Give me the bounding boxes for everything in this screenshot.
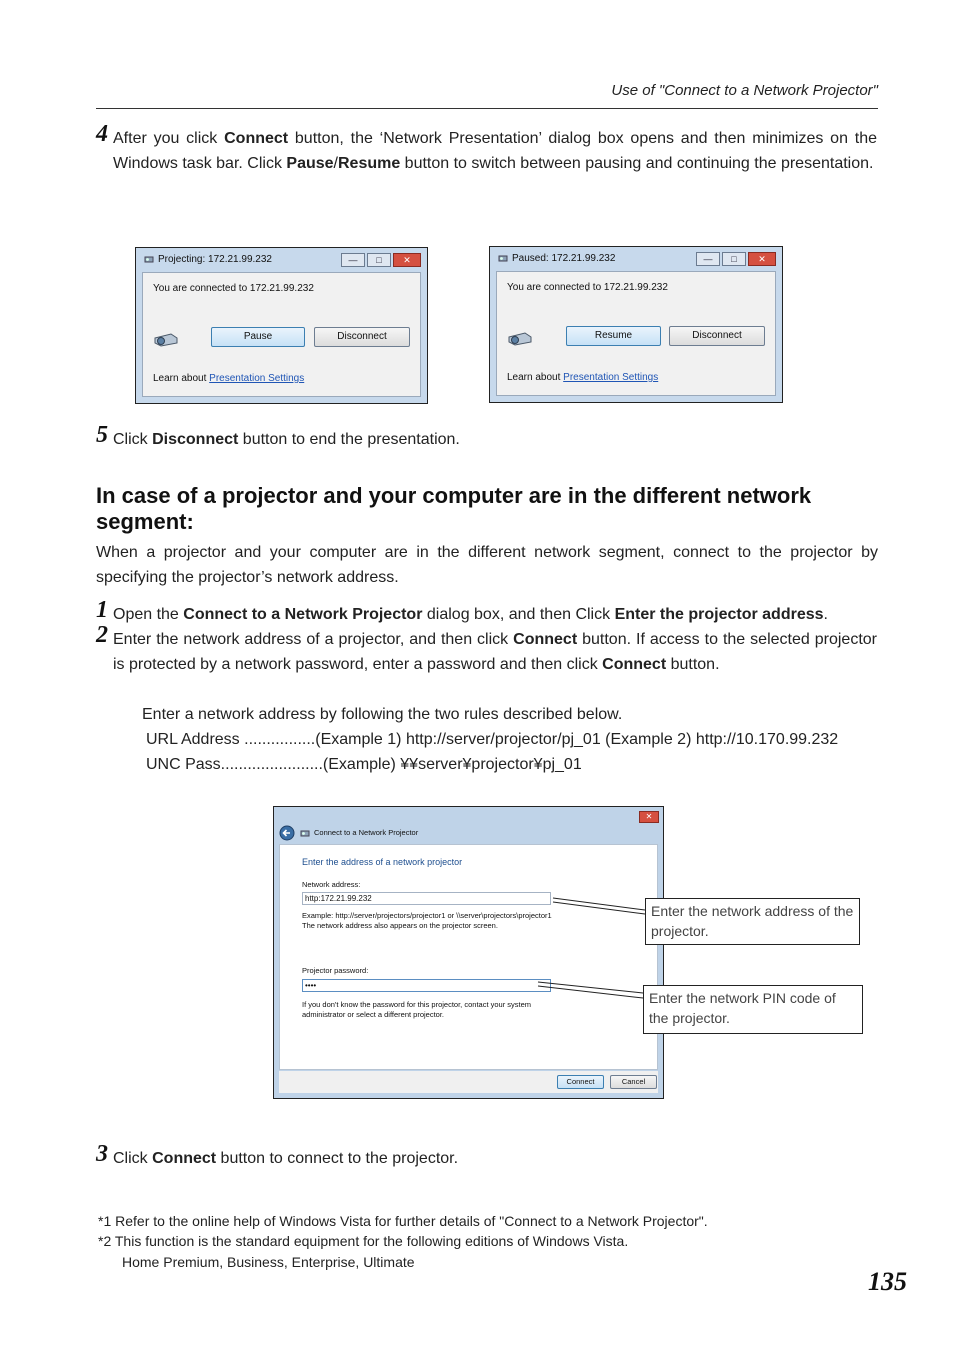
connection-status: You are connected to 172.21.99.232 — [507, 282, 668, 293]
dialog-title: Projecting: 172.21.99.232 — [158, 254, 272, 265]
step-4-text: After you click Connect button, the ‘Network Presentation’ dialog box opens and then minimizes on the Windows task bar. Click Pause/Resume button to switch between pausing and continuing the presentation. — [113, 130, 878, 172]
address-note: The network address also appears on the projector screen. — [302, 921, 498, 930]
footnote-2: *2 This function is the standard equipment for the following editions of Windows Vista. — [98, 1233, 629, 1249]
wizard-heading: Enter the address of a network projector — [302, 857, 463, 867]
rules-intro: Enter a network address by following the two rules described below. — [142, 706, 623, 723]
projector-icon — [507, 329, 533, 347]
wizard-footer — [279, 1071, 658, 1093]
back-arrow-icon[interactable] — [279, 825, 295, 841]
password-help-2: administrator or select a different projector. — [302, 1010, 445, 1019]
maximize-button[interactable]: □ — [367, 253, 391, 267]
step-5-text: Click Disconnect button to end the presentation. — [113, 431, 460, 448]
cancel-button[interactable]: Cancel — [610, 1075, 657, 1089]
address-callout: Enter the network address of the projector. — [645, 898, 860, 945]
step-2-text: Enter the network address of a projector, and then click Connect button. If access to the selected projector is protected by a network password, enter a password and then click Connect button. — [113, 631, 877, 673]
projector-password-input[interactable]: •••• — [302, 979, 551, 992]
projector-small-icon — [144, 254, 154, 264]
step-1-number: 1 — [96, 597, 108, 623]
maximize-button[interactable]: □ — [722, 252, 746, 266]
step-1-text: Open the Connect to a Network Projector dialog box, and then Click Enter the projector address. — [113, 606, 828, 623]
minimize-button[interactable]: — — [696, 252, 720, 266]
projector-small-icon — [300, 828, 310, 838]
step-2-number: 2 — [96, 622, 108, 648]
address-example: Example: http://server/projectors/projector1 or \\server\projectors\projector1 — [302, 911, 552, 920]
dialog-body — [496, 271, 776, 396]
disconnect-button[interactable]: Disconnect — [669, 326, 765, 346]
step-3-number: 3 — [96, 1141, 108, 1167]
page-number: 135 — [868, 1267, 907, 1296]
learn-about-text: Learn about Presentation Settings — [153, 373, 305, 384]
presentation-settings-link[interactable]: Presentation Settings — [209, 373, 305, 384]
projector-icon — [153, 330, 179, 348]
section-intro: When a projector and your computer are in the different network segment, connect to the projector by specifying the projector’s network address. — [96, 544, 878, 586]
password-label: Projector password: — [302, 966, 369, 975]
dialog-title: Paused: 172.21.99.232 — [512, 253, 616, 264]
disconnect-button[interactable]: Disconnect — [314, 327, 410, 347]
presentation-settings-link[interactable]: Presentation Settings — [563, 372, 659, 383]
pin-callout: Enter the network PIN code of the projector. — [643, 985, 863, 1034]
close-button[interactable]: ✕ — [748, 252, 776, 266]
wizard-body — [279, 844, 658, 1070]
connection-status: You are connected to 172.21.99.232 — [153, 283, 314, 294]
paused-dialog — [489, 246, 783, 403]
step-3-text: Click Connect button to connect to the projector. — [113, 1150, 459, 1167]
minimize-button[interactable]: — — [341, 253, 365, 267]
dialog-body — [142, 272, 421, 397]
wizard-title: Connect to a Network Projector — [314, 828, 419, 837]
projecting-dialog — [135, 247, 428, 404]
step-4-number: 4 — [96, 121, 108, 147]
close-button[interactable]: ✕ — [639, 811, 659, 823]
close-button[interactable]: ✕ — [393, 253, 421, 267]
header-rule — [96, 108, 878, 109]
url-rule: URL Address ................(Example 1) http://server/projector/pj_01 (Example 2) http://10.170.99.232 — [146, 731, 839, 748]
resume-button[interactable]: Resume — [566, 326, 661, 346]
footnote-2-editions: Home Premium, Business, Enterprise, Ultimate — [122, 1254, 415, 1270]
section-heading: In case of a projector and your computer are in the different network segment: — [96, 483, 812, 534]
connect-button[interactable]: Connect — [557, 1075, 604, 1089]
address-label: Network address: — [302, 880, 361, 889]
network-address-input[interactable]: http:172.21.99.232 — [302, 892, 551, 905]
projector-small-icon — [498, 253, 508, 263]
unc-rule: UNC Pass.......................(Example) ¥¥server¥projector¥pj_01 — [146, 756, 582, 773]
step-5-number: 5 — [96, 422, 108, 448]
pause-button[interactable]: Pause — [211, 327, 305, 347]
learn-about-text: Learn about Presentation Settings — [507, 372, 659, 383]
password-help-1: If you don't know the password for this projector, contact your system — [302, 1000, 532, 1009]
running-header: Use of "Connect to a Network Projector" — [611, 82, 878, 99]
footnote-1: *1 Refer to the online help of Windows Vista for further details of "Connect to a Network Projector". — [98, 1213, 708, 1229]
connect-network-projector-dialog — [273, 806, 664, 1099]
